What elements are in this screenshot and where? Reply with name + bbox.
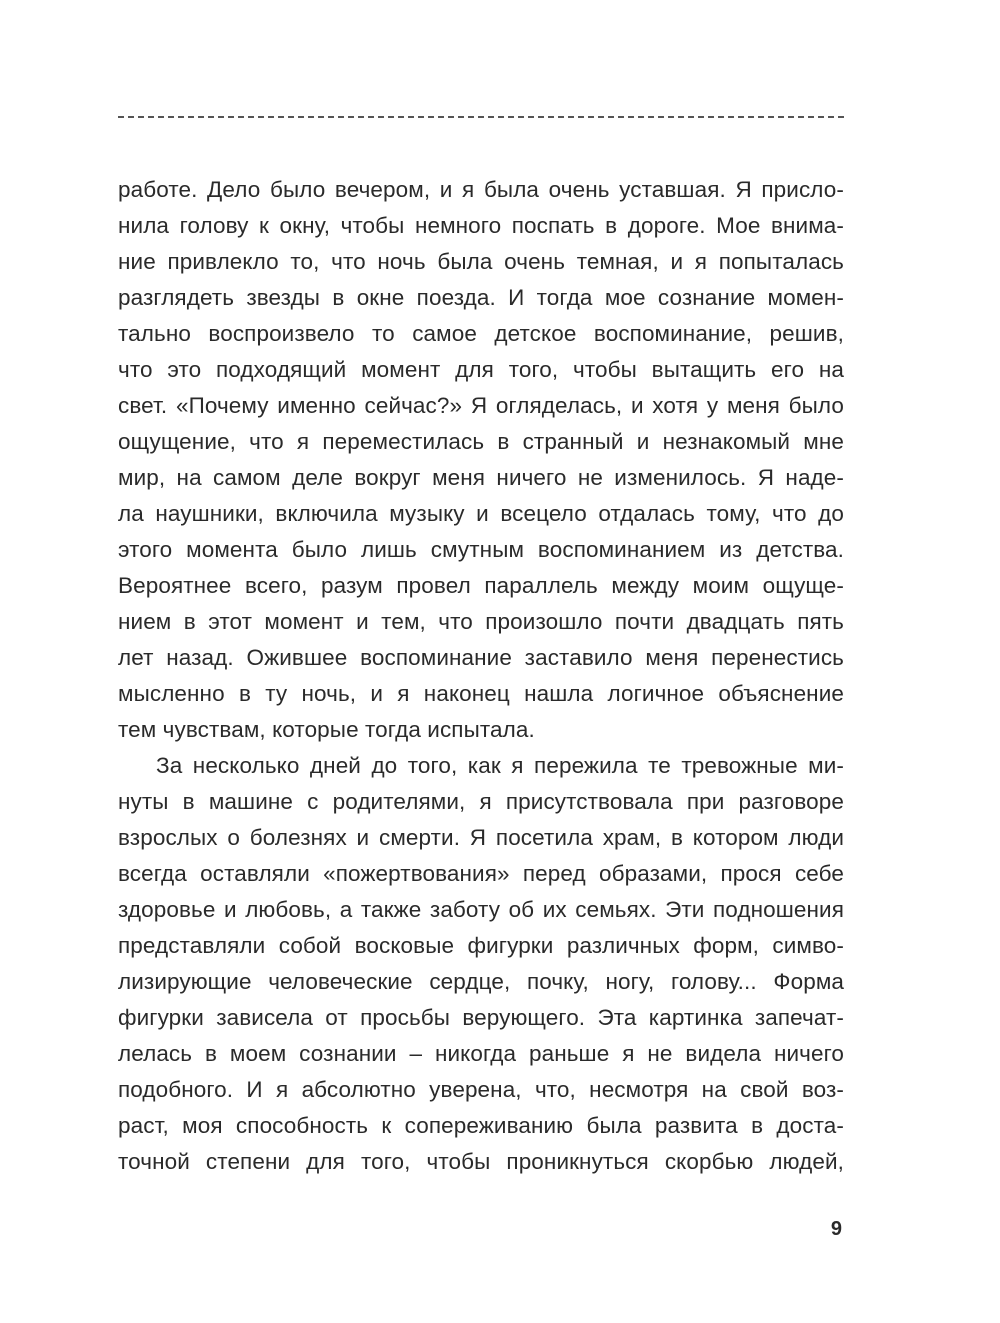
text-line: раст, моя способность к сопереживанию была развита в доста-: [118, 1113, 844, 1138]
paragraph-1: [118, 172, 844, 748]
text-line: тем чувствам, которые тогда испытала.: [118, 717, 535, 742]
text-line: свет. «Почему именно сейчас?» Я огляделась, и хотя у меня было: [118, 393, 844, 418]
text-line: нием в этот момент и тем, что произошло почти двадцать пять: [118, 609, 844, 634]
text-line: Вероятнее всего, разум провел параллель между моим ощуще-: [118, 573, 844, 598]
text-line: нуты в машине с родителями, я присутствовала при разговоре: [118, 789, 844, 814]
header-dashed-rule: [118, 116, 844, 118]
text-line: мысленно в ту ночь, и я наконец нашла логичное объяснение: [118, 681, 844, 706]
text-line: лелась в моем сознании – никогда раньше я не видела ничего: [118, 1041, 844, 1066]
text-line: что это подходящий момент для того, чтобы вытащить его на: [118, 357, 844, 382]
page-number: 9: [830, 1218, 842, 1240]
text-line: нила голову к окну, чтобы немного поспать в дороге. Мое внима-: [118, 213, 844, 238]
text-line: всегда оставляли «пожертвования» перед образами, прося себе: [118, 861, 844, 886]
body-text: [118, 172, 844, 1180]
paragraph-2: [118, 748, 844, 1180]
text-line: этого момента было лишь смутным воспоминанием из детства.: [118, 537, 844, 562]
text-line: мир, на самом деле вокруг меня ничего не изменилось. Я наде-: [118, 465, 844, 490]
text-line: представляли собой восковые фигурки различных форм, симво-: [118, 933, 844, 958]
text-line: ощущение, что я переместилась в странный и незнакомый мне: [118, 429, 844, 454]
text-line: ние привлекло то, что ночь была очень темная, и я попыталась: [118, 249, 844, 274]
text-line: здоровье и любовь, а также заботу об их семьях. Эти подношения: [118, 897, 844, 922]
text-line: взрослых о болезнях и смерти. Я посетила храм, в котором люди: [118, 825, 844, 850]
text-line: тально воспроизвело то самое детское воспоминание, решив,: [118, 321, 844, 346]
text-line: лет назад. Ожившее воспоминание заставило меня перенестись: [118, 645, 844, 670]
text-line: работе. Дело было вечером, и я была очень уставшая. Я присло-: [118, 177, 844, 202]
text-line: фигурки зависела от просьбы верующего. Эта картинка запечат-: [118, 1005, 844, 1030]
text-line: точной степени для того, чтобы проникнуться скорбью людей,: [118, 1149, 844, 1174]
text-line: ла наушники, включила музыку и всецело отдалась тому, что до: [118, 501, 844, 526]
text-line: За несколько дней до того, как я пережила те тревожные ми-: [156, 753, 844, 778]
text-line: разглядеть звезды в окне поезда. И тогда мое сознание момен-: [118, 285, 844, 310]
text-line: подобного. И я абсолютно уверена, что, несмотря на свой воз-: [118, 1077, 844, 1102]
text-line: лизирующие человеческие сердце, почку, ногу, голову... Форма: [118, 969, 844, 994]
